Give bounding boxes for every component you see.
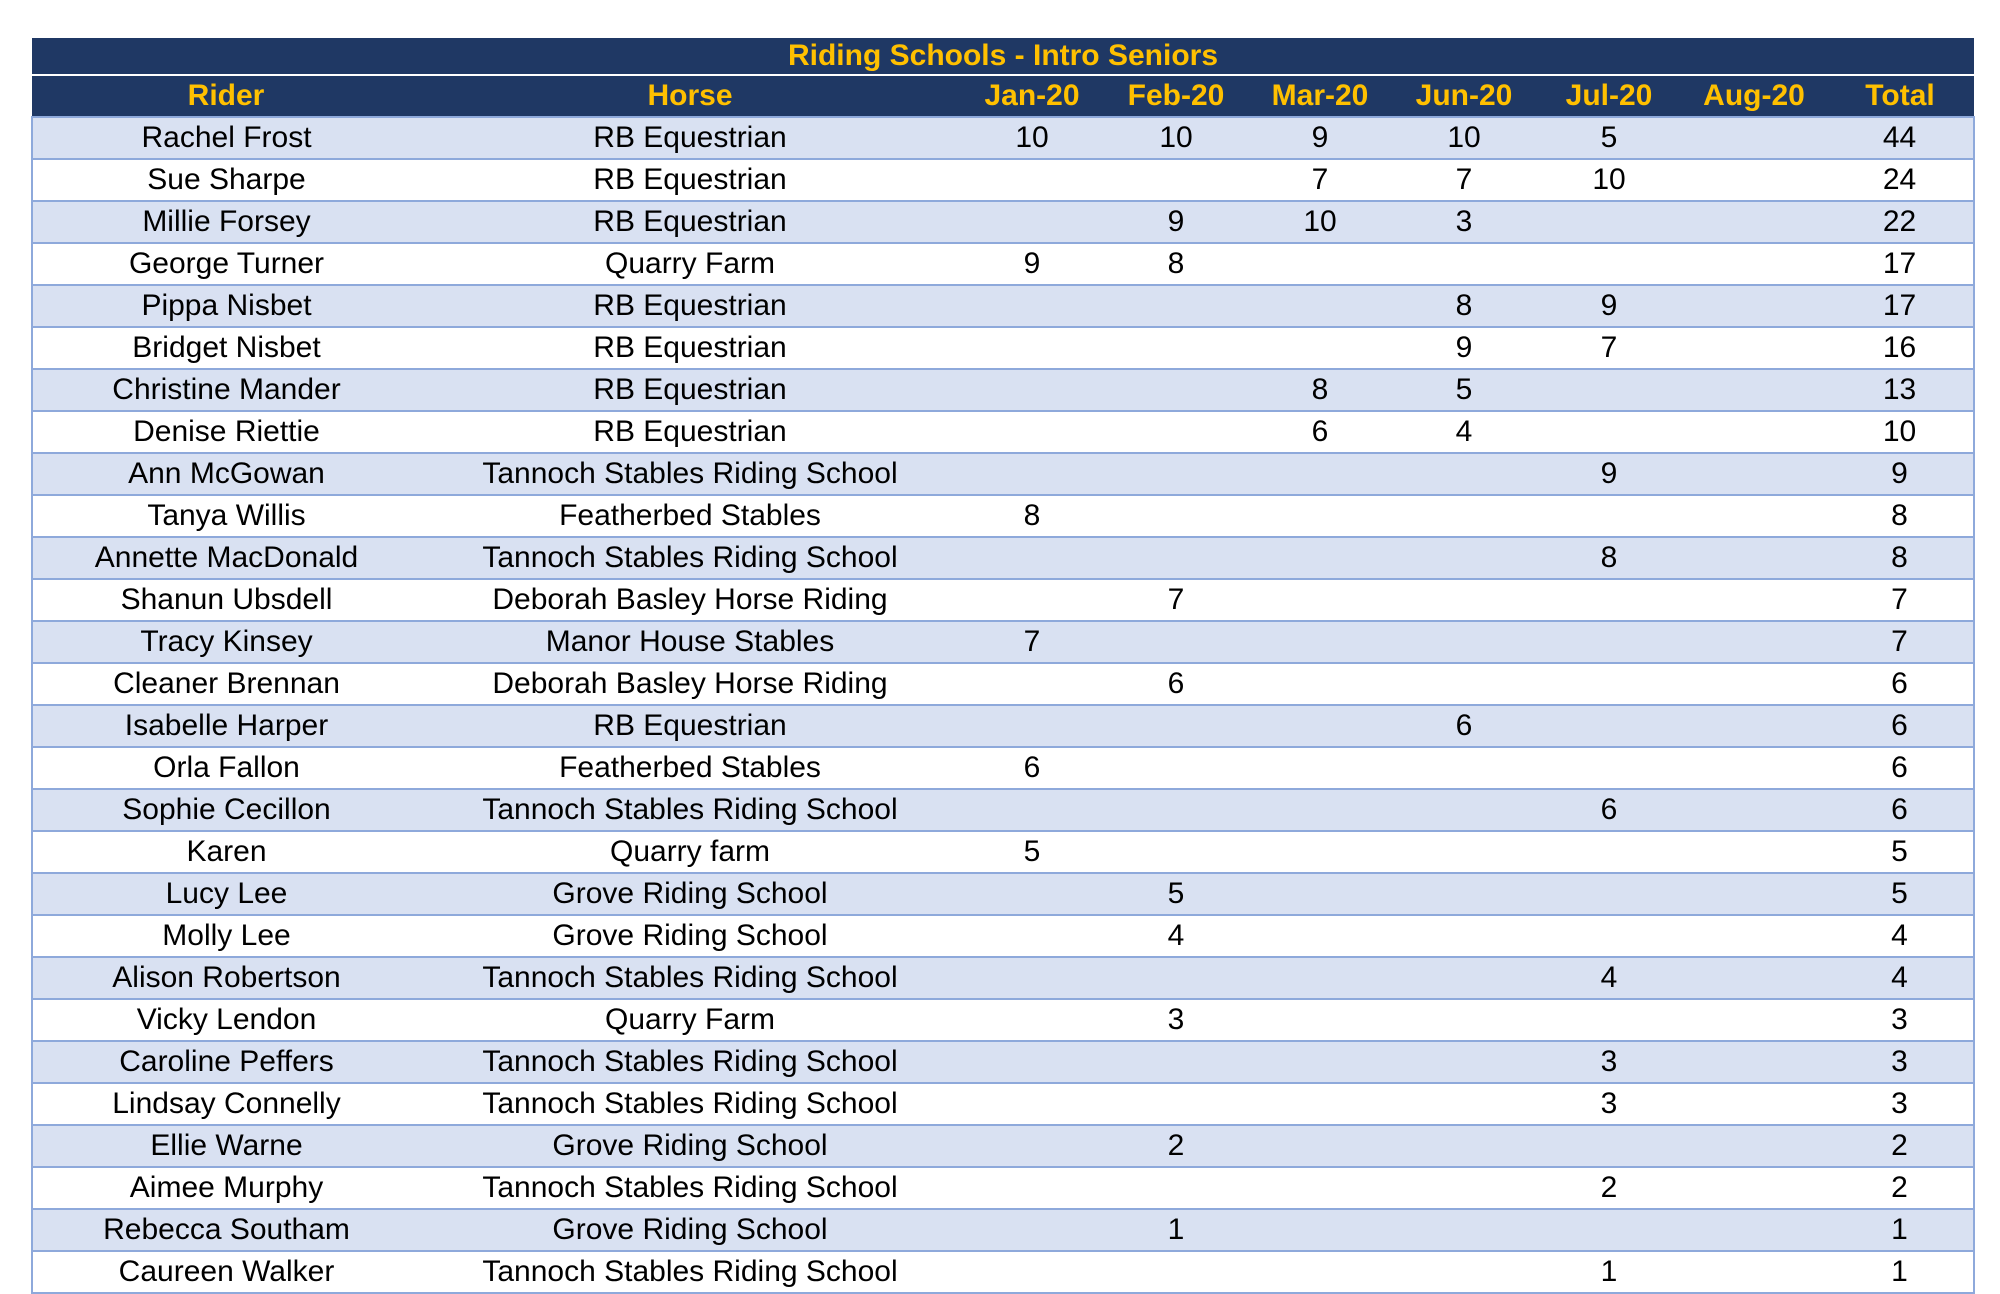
jan-20-cell — [960, 1041, 1104, 1083]
feb-20-cell — [1104, 411, 1248, 453]
rider-cell: Pippa Nisbet — [32, 285, 420, 327]
table-row — [32, 327, 1974, 369]
table-row — [32, 369, 1974, 411]
table-row — [32, 621, 1974, 663]
horse-cell: Tannoch Stables Riding School — [420, 1041, 960, 1083]
total-cell: 13 — [1826, 369, 1974, 411]
total-cell: 2 — [1826, 1125, 1974, 1167]
jun-20-cell — [1392, 579, 1536, 621]
aug-20-cell — [1682, 1083, 1826, 1125]
total-cell: 8 — [1826, 495, 1974, 537]
feb-20-cell: 1 — [1104, 1209, 1248, 1251]
feb-20-cell — [1104, 789, 1248, 831]
jun-20-cell — [1392, 1167, 1536, 1209]
table-row — [32, 159, 1974, 201]
jul-20-cell: 6 — [1536, 789, 1682, 831]
title-row — [32, 38, 1974, 75]
feb-20-cell — [1104, 1251, 1248, 1293]
mar-20-cell — [1248, 957, 1392, 999]
mar-20-cell — [1248, 1209, 1392, 1251]
jan-20-cell: 9 — [960, 243, 1104, 285]
rider-cell: Tanya Willis — [32, 495, 420, 537]
rider-cell: Sophie Cecillon — [32, 789, 420, 831]
mar-20-cell — [1248, 579, 1392, 621]
horse-cell: RB Equestrian — [420, 705, 960, 747]
jul-20-cell: 1 — [1536, 1251, 1682, 1293]
jul-20-cell — [1536, 369, 1682, 411]
feb-20-cell — [1104, 537, 1248, 579]
aug-20-cell — [1682, 1167, 1826, 1209]
mar-20-cell — [1248, 537, 1392, 579]
feb-20-cell — [1104, 831, 1248, 873]
jul-20-cell: 7 — [1536, 327, 1682, 369]
total-cell: 17 — [1826, 285, 1974, 327]
mar-20-cell — [1248, 999, 1392, 1041]
feb-20-cell: 3 — [1104, 999, 1248, 1041]
aug-20-cell — [1682, 1041, 1826, 1083]
jun-20-cell — [1392, 453, 1536, 495]
jan-20-cell — [960, 705, 1104, 747]
rider-cell: Denise Riettie — [32, 411, 420, 453]
jun-20-cell: 3 — [1392, 201, 1536, 243]
aug-20-cell — [1682, 243, 1826, 285]
jun-20-cell — [1392, 1083, 1536, 1125]
rider-cell: Cleaner Brennan — [32, 663, 420, 705]
total-cell: 44 — [1826, 117, 1974, 159]
table-row — [32, 453, 1974, 495]
horse-cell: Grove Riding School — [420, 1209, 960, 1251]
jul-20-cell: 9 — [1536, 453, 1682, 495]
mar-20-cell — [1248, 621, 1392, 663]
mar-20-cell — [1248, 495, 1392, 537]
horse-cell: Quarry farm — [420, 831, 960, 873]
horse-cell: Manor House Stables — [420, 621, 960, 663]
jan-20-cell — [960, 1125, 1104, 1167]
horse-cell: RB Equestrian — [420, 411, 960, 453]
table-row — [32, 1125, 1974, 1167]
jan-20-cell — [960, 1251, 1104, 1293]
mar-20-cell — [1248, 663, 1392, 705]
jan-20-cell: 7 — [960, 621, 1104, 663]
table-row — [32, 1041, 1974, 1083]
feb-20-cell: 4 — [1104, 915, 1248, 957]
aug-20-cell — [1682, 705, 1826, 747]
mar-20-cell: 6 — [1248, 411, 1392, 453]
feb-20-cell — [1104, 747, 1248, 789]
table-row — [32, 873, 1974, 915]
mar-20-cell — [1248, 831, 1392, 873]
table-row — [32, 537, 1974, 579]
total-cell: 8 — [1826, 537, 1974, 579]
jun-20-cell — [1392, 537, 1536, 579]
total-cell: 10 — [1826, 411, 1974, 453]
aug-20-cell — [1682, 1125, 1826, 1167]
rider-cell: Aimee Murphy — [32, 1167, 420, 1209]
jul-20-cell — [1536, 579, 1682, 621]
rider-cell: Molly Lee — [32, 915, 420, 957]
total-cell: 6 — [1826, 663, 1974, 705]
table-row — [32, 117, 1974, 159]
jan-20-cell — [960, 201, 1104, 243]
horse-cell: RB Equestrian — [420, 285, 960, 327]
jan-20-cell — [960, 1083, 1104, 1125]
total-cell: 17 — [1826, 243, 1974, 285]
total-cell: 7 — [1826, 579, 1974, 621]
jul-20-cell: 10 — [1536, 159, 1682, 201]
jan-20-cell — [960, 663, 1104, 705]
aug-20-cell — [1682, 957, 1826, 999]
jun-20-cell: 9 — [1392, 327, 1536, 369]
mar-20-cell — [1248, 327, 1392, 369]
horse-cell: Deborah Basley Horse Riding — [420, 579, 960, 621]
rider-cell: Rachel Frost — [32, 117, 420, 159]
horse-cell: RB Equestrian — [420, 327, 960, 369]
total-cell: 4 — [1826, 957, 1974, 999]
total-cell: 24 — [1826, 159, 1974, 201]
jun-20-cell — [1392, 999, 1536, 1041]
table-row — [32, 789, 1974, 831]
aug-20-cell — [1682, 117, 1826, 159]
feb-20-cell: 10 — [1104, 117, 1248, 159]
total-cell: 2 — [1826, 1167, 1974, 1209]
feb-20-cell — [1104, 1083, 1248, 1125]
aug-20-cell — [1682, 1251, 1826, 1293]
horse-cell: Tannoch Stables Riding School — [420, 453, 960, 495]
jul-20-cell — [1536, 747, 1682, 789]
total-cell: 6 — [1826, 747, 1974, 789]
mar-20-cell — [1248, 789, 1392, 831]
table-body — [32, 117, 1974, 1293]
mar-20-cell — [1248, 1041, 1392, 1083]
aug-20-cell — [1682, 411, 1826, 453]
total-cell: 9 — [1826, 453, 1974, 495]
jun-20-cell — [1392, 621, 1536, 663]
rider-cell: Ellie Warne — [32, 1125, 420, 1167]
rider-cell: Shanun Ubsdell — [32, 579, 420, 621]
rider-cell: Ann McGowan — [32, 453, 420, 495]
jun-20-cell: 6 — [1392, 705, 1536, 747]
jun-20-cell — [1392, 747, 1536, 789]
jul-20-cell — [1536, 495, 1682, 537]
aug-20-cell — [1682, 495, 1826, 537]
aug-20-cell — [1682, 327, 1826, 369]
feb-20-cell — [1104, 453, 1248, 495]
horse-cell: Tannoch Stables Riding School — [420, 957, 960, 999]
jul-20-cell — [1536, 999, 1682, 1041]
jan-20-cell — [960, 579, 1104, 621]
mar-20-cell — [1248, 453, 1392, 495]
rider-cell: Alison Robertson — [32, 957, 420, 999]
rider-cell: Isabelle Harper — [32, 705, 420, 747]
feb-20-cell — [1104, 495, 1248, 537]
total-cell: 3 — [1826, 1041, 1974, 1083]
total-cell: 3 — [1826, 999, 1974, 1041]
total-cell: 6 — [1826, 789, 1974, 831]
rider-cell: Tracy Kinsey — [32, 621, 420, 663]
jul-20-cell: 5 — [1536, 117, 1682, 159]
jun-20-cell — [1392, 495, 1536, 537]
jan-20-cell — [960, 327, 1104, 369]
jun-20-cell — [1392, 1251, 1536, 1293]
jul-20-cell — [1536, 621, 1682, 663]
jan-20-cell — [960, 537, 1104, 579]
aug-20-cell — [1682, 201, 1826, 243]
column-header-jun-20: Jun-20 — [1392, 75, 1536, 117]
table-row — [32, 1083, 1974, 1125]
table-row — [32, 243, 1974, 285]
jul-20-cell — [1536, 201, 1682, 243]
aug-20-cell — [1682, 999, 1826, 1041]
jul-20-cell: 9 — [1536, 285, 1682, 327]
mar-20-cell — [1248, 747, 1392, 789]
table-row — [32, 201, 1974, 243]
aug-20-cell — [1682, 747, 1826, 789]
jun-20-cell: 8 — [1392, 285, 1536, 327]
jun-20-cell: 5 — [1392, 369, 1536, 411]
jan-20-cell: 6 — [960, 747, 1104, 789]
total-cell: 5 — [1826, 831, 1974, 873]
table-row — [32, 411, 1974, 453]
total-cell: 5 — [1826, 873, 1974, 915]
jun-20-cell — [1392, 831, 1536, 873]
horse-cell: Tannoch Stables Riding School — [420, 789, 960, 831]
total-cell: 22 — [1826, 201, 1974, 243]
table-row — [32, 579, 1974, 621]
horse-cell: Tannoch Stables Riding School — [420, 1251, 960, 1293]
header-row — [32, 75, 1974, 117]
mar-20-cell — [1248, 285, 1392, 327]
mar-20-cell — [1248, 1083, 1392, 1125]
jan-20-cell: 5 — [960, 831, 1104, 873]
results-sheet — [31, 38, 1973, 1294]
rider-cell: Orla Fallon — [32, 747, 420, 789]
feb-20-cell: 5 — [1104, 873, 1248, 915]
horse-cell: RB Equestrian — [420, 117, 960, 159]
jun-20-cell — [1392, 1041, 1536, 1083]
table-row — [32, 831, 1974, 873]
jun-20-cell: 4 — [1392, 411, 1536, 453]
table-row — [32, 1167, 1974, 1209]
aug-20-cell — [1682, 579, 1826, 621]
jun-20-cell — [1392, 243, 1536, 285]
column-header-aug-20: Aug-20 — [1682, 75, 1826, 117]
total-cell: 16 — [1826, 327, 1974, 369]
table-row — [32, 957, 1974, 999]
jul-20-cell — [1536, 705, 1682, 747]
aug-20-cell — [1682, 789, 1826, 831]
table-row — [32, 663, 1974, 705]
total-cell: 7 — [1826, 621, 1974, 663]
mar-20-cell — [1248, 1251, 1392, 1293]
table-title: Riding Schools - Intro Seniors — [32, 38, 1974, 75]
jul-20-cell: 2 — [1536, 1167, 1682, 1209]
jan-20-cell — [960, 453, 1104, 495]
feb-20-cell — [1104, 369, 1248, 411]
jan-20-cell — [960, 873, 1104, 915]
aug-20-cell — [1682, 453, 1826, 495]
table-row — [32, 747, 1974, 789]
total-cell: 4 — [1826, 915, 1974, 957]
feb-20-cell — [1104, 1167, 1248, 1209]
jul-20-cell: 8 — [1536, 537, 1682, 579]
jan-20-cell — [960, 1209, 1104, 1251]
jul-20-cell — [1536, 915, 1682, 957]
rider-cell: Lucy Lee — [32, 873, 420, 915]
jan-20-cell — [960, 285, 1104, 327]
table-row — [32, 705, 1974, 747]
table-row — [32, 495, 1974, 537]
aug-20-cell — [1682, 285, 1826, 327]
jul-20-cell — [1536, 1209, 1682, 1251]
horse-cell: Quarry Farm — [420, 243, 960, 285]
jun-20-cell — [1392, 1125, 1536, 1167]
results-table — [31, 38, 1975, 1294]
mar-20-cell — [1248, 705, 1392, 747]
jan-20-cell — [960, 1167, 1104, 1209]
feb-20-cell — [1104, 159, 1248, 201]
column-header-jul-20: Jul-20 — [1536, 75, 1682, 117]
jan-20-cell: 10 — [960, 117, 1104, 159]
rider-cell: Christine Mander — [32, 369, 420, 411]
rider-cell: Rebecca Southam — [32, 1209, 420, 1251]
feb-20-cell: 6 — [1104, 663, 1248, 705]
horse-cell: Featherbed Stables — [420, 495, 960, 537]
mar-20-cell — [1248, 1167, 1392, 1209]
column-header-horse: Horse — [420, 75, 960, 117]
column-header-rider: Rider — [32, 75, 420, 117]
rider-cell: Caureen Walker — [32, 1251, 420, 1293]
jun-20-cell: 7 — [1392, 159, 1536, 201]
jul-20-cell — [1536, 1125, 1682, 1167]
horse-cell: Quarry Farm — [420, 999, 960, 1041]
horse-cell: Featherbed Stables — [420, 747, 960, 789]
jun-20-cell — [1392, 915, 1536, 957]
feb-20-cell — [1104, 1041, 1248, 1083]
rider-cell: Lindsay Connelly — [32, 1083, 420, 1125]
jan-20-cell — [960, 915, 1104, 957]
total-cell: 1 — [1826, 1209, 1974, 1251]
total-cell: 6 — [1826, 705, 1974, 747]
jan-20-cell: 8 — [960, 495, 1104, 537]
table-row — [32, 285, 1974, 327]
rider-cell: Sue Sharpe — [32, 159, 420, 201]
aug-20-cell — [1682, 159, 1826, 201]
jun-20-cell — [1392, 1209, 1536, 1251]
jul-20-cell — [1536, 663, 1682, 705]
total-cell: 3 — [1826, 1083, 1974, 1125]
jan-20-cell — [960, 957, 1104, 999]
mar-20-cell — [1248, 915, 1392, 957]
jun-20-cell — [1392, 663, 1536, 705]
feb-20-cell — [1104, 705, 1248, 747]
table-row — [32, 1209, 1974, 1251]
horse-cell: RB Equestrian — [420, 201, 960, 243]
table-row — [32, 999, 1974, 1041]
rider-cell: George Turner — [32, 243, 420, 285]
feb-20-cell: 8 — [1104, 243, 1248, 285]
rider-cell: Vicky Lendon — [32, 999, 420, 1041]
mar-20-cell: 10 — [1248, 201, 1392, 243]
jul-20-cell: 4 — [1536, 957, 1682, 999]
jan-20-cell — [960, 789, 1104, 831]
feb-20-cell: 7 — [1104, 579, 1248, 621]
horse-cell: Deborah Basley Horse Riding — [420, 663, 960, 705]
jan-20-cell — [960, 159, 1104, 201]
aug-20-cell — [1682, 537, 1826, 579]
aug-20-cell — [1682, 873, 1826, 915]
jul-20-cell: 3 — [1536, 1041, 1682, 1083]
aug-20-cell — [1682, 369, 1826, 411]
jan-20-cell — [960, 369, 1104, 411]
jul-20-cell: 3 — [1536, 1083, 1682, 1125]
mar-20-cell — [1248, 1125, 1392, 1167]
aug-20-cell — [1682, 663, 1826, 705]
feb-20-cell — [1104, 621, 1248, 663]
horse-cell: Tannoch Stables Riding School — [420, 537, 960, 579]
mar-20-cell: 9 — [1248, 117, 1392, 159]
feb-20-cell — [1104, 327, 1248, 369]
rider-cell: Bridget Nisbet — [32, 327, 420, 369]
mar-20-cell — [1248, 873, 1392, 915]
column-header-feb-20: Feb-20 — [1104, 75, 1248, 117]
rider-cell: Millie Forsey — [32, 201, 420, 243]
column-header-mar-20: Mar-20 — [1248, 75, 1392, 117]
horse-cell: Grove Riding School — [420, 1125, 960, 1167]
feb-20-cell — [1104, 957, 1248, 999]
rider-cell: Caroline Peffers — [32, 1041, 420, 1083]
jul-20-cell — [1536, 243, 1682, 285]
rider-cell: Annette MacDonald — [32, 537, 420, 579]
jul-20-cell — [1536, 873, 1682, 915]
feb-20-cell: 2 — [1104, 1125, 1248, 1167]
mar-20-cell: 7 — [1248, 159, 1392, 201]
jun-20-cell — [1392, 789, 1536, 831]
jun-20-cell — [1392, 873, 1536, 915]
aug-20-cell — [1682, 1209, 1826, 1251]
horse-cell: Tannoch Stables Riding School — [420, 1083, 960, 1125]
aug-20-cell — [1682, 831, 1826, 873]
jun-20-cell — [1392, 957, 1536, 999]
mar-20-cell — [1248, 243, 1392, 285]
column-header-total: Total — [1826, 75, 1974, 117]
jul-20-cell — [1536, 831, 1682, 873]
horse-cell: Grove Riding School — [420, 915, 960, 957]
jul-20-cell — [1536, 411, 1682, 453]
horse-cell: RB Equestrian — [420, 369, 960, 411]
horse-cell: RB Equestrian — [420, 159, 960, 201]
rider-cell: Karen — [32, 831, 420, 873]
feb-20-cell: 9 — [1104, 201, 1248, 243]
aug-20-cell — [1682, 915, 1826, 957]
column-header-jan-20: Jan-20 — [960, 75, 1104, 117]
aug-20-cell — [1682, 621, 1826, 663]
table-row — [32, 915, 1974, 957]
jan-20-cell — [960, 411, 1104, 453]
feb-20-cell — [1104, 285, 1248, 327]
mar-20-cell: 8 — [1248, 369, 1392, 411]
jun-20-cell: 10 — [1392, 117, 1536, 159]
horse-cell: Grove Riding School — [420, 873, 960, 915]
jan-20-cell — [960, 999, 1104, 1041]
table-row — [32, 1251, 1974, 1293]
total-cell: 1 — [1826, 1251, 1974, 1293]
horse-cell: Tannoch Stables Riding School — [420, 1167, 960, 1209]
